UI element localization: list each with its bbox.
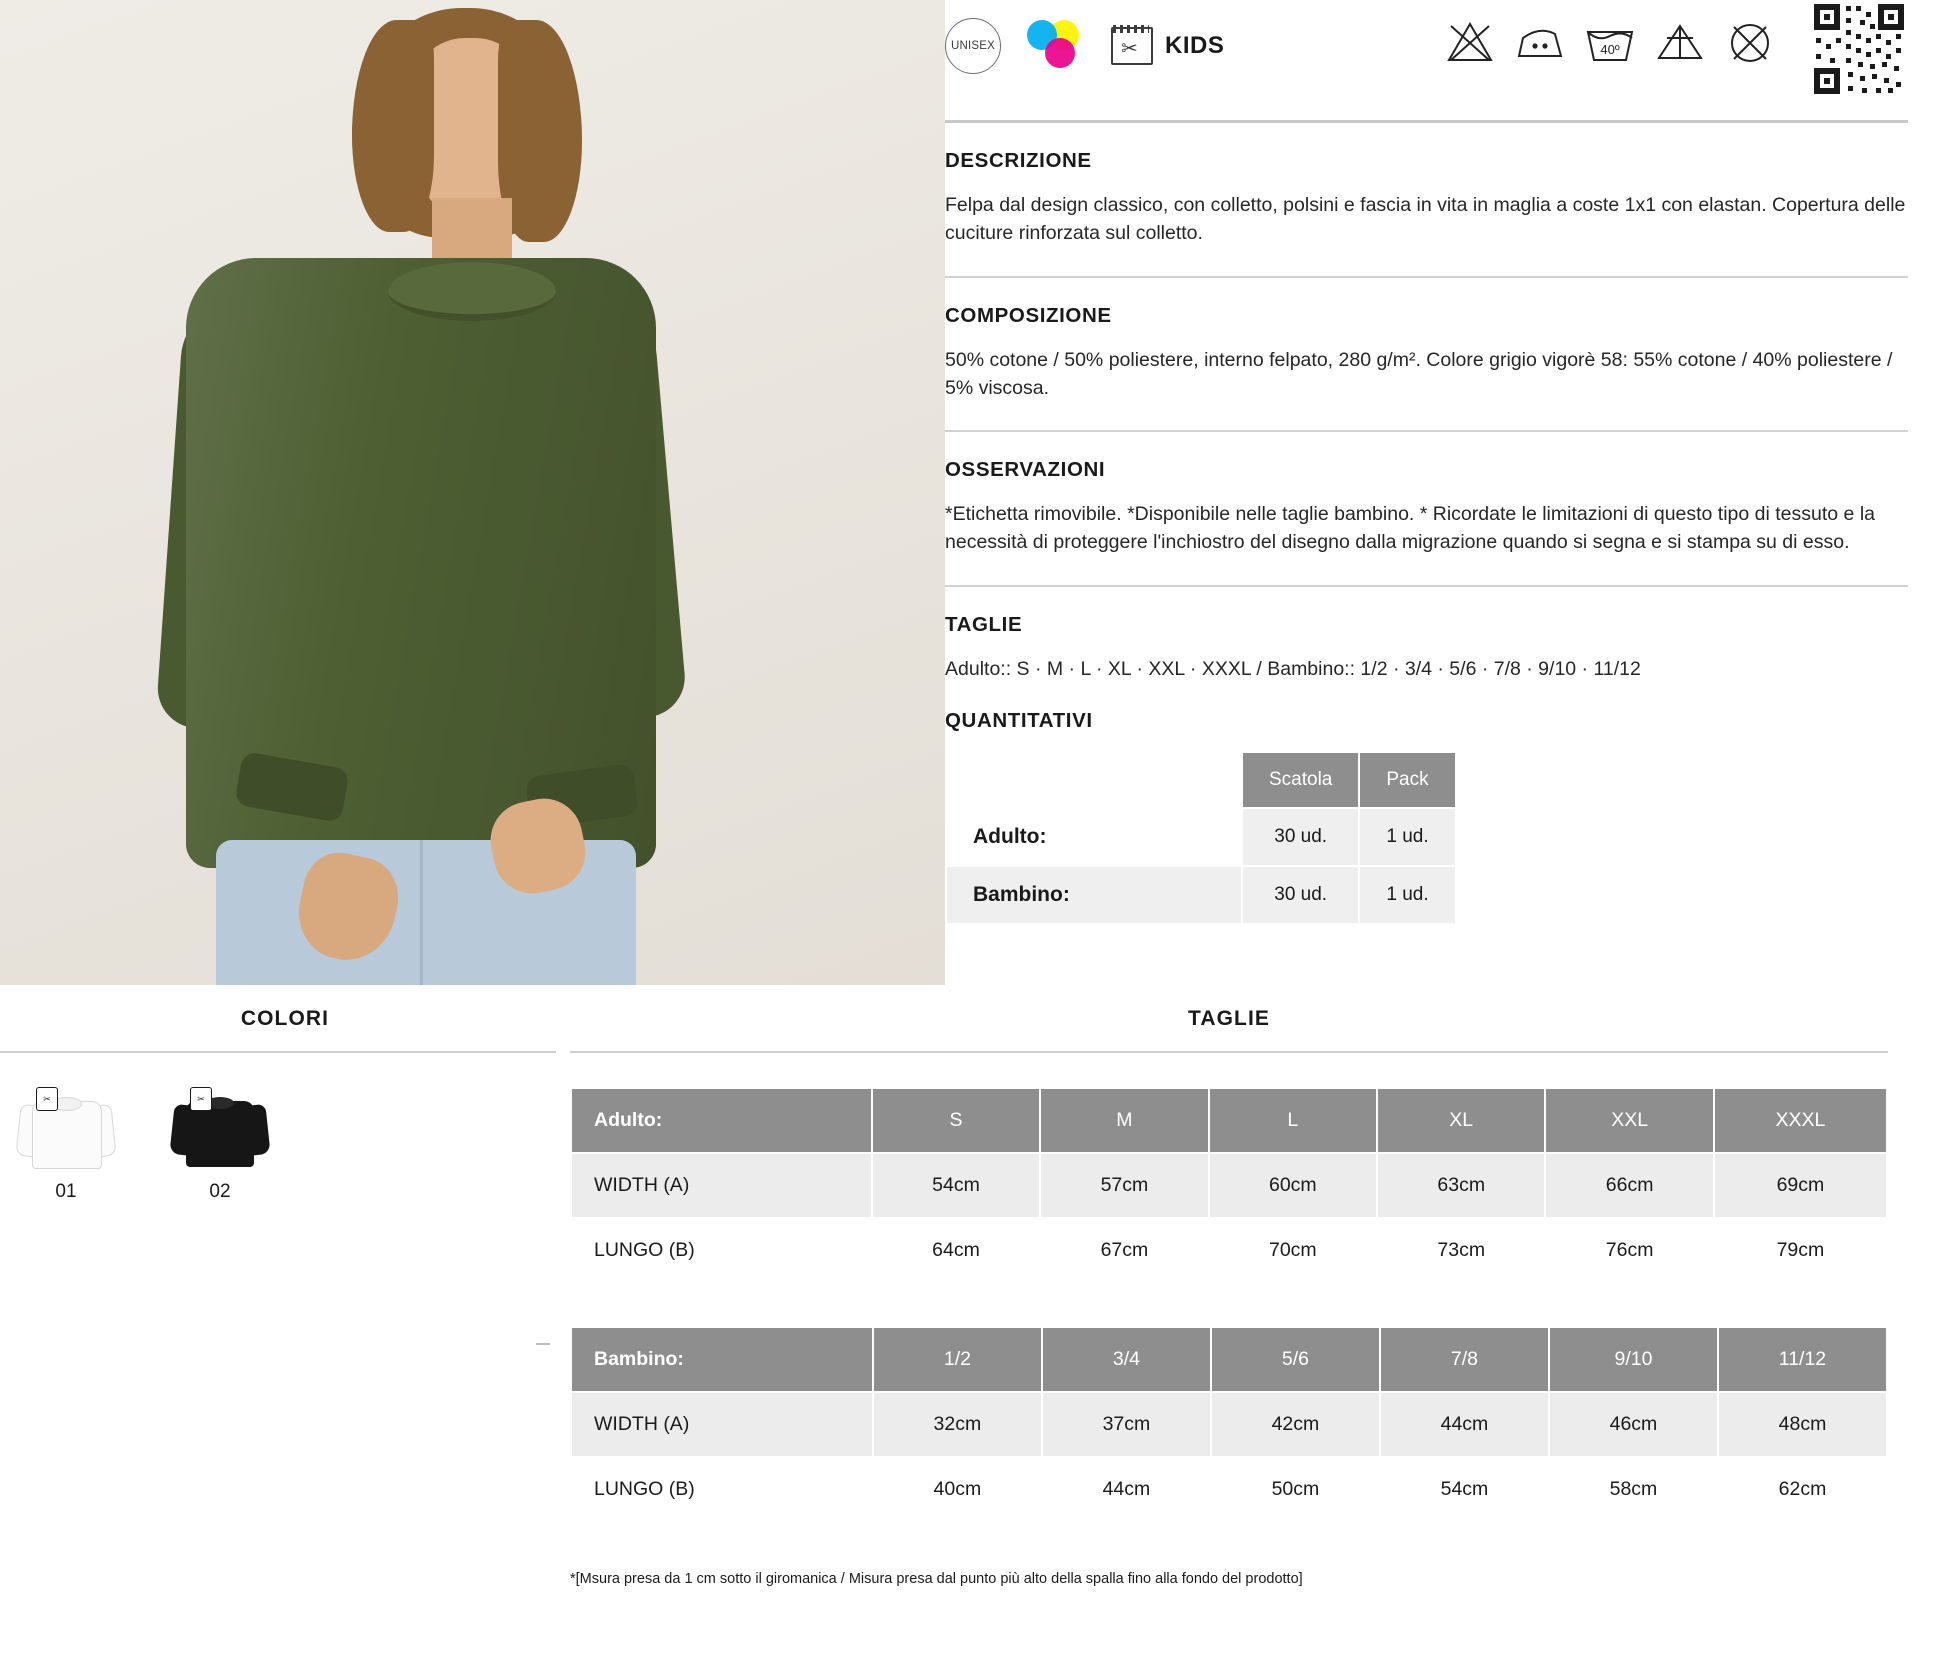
table-header-row: [571, 1088, 1887, 1153]
adult-width-xl: 63cm: [1377, 1153, 1545, 1218]
quantities-corner-cell: [946, 752, 1242, 808]
model-hair-left: [352, 20, 434, 232]
description-block: [945, 145, 1908, 248]
adult-length-xl: 73cm: [1377, 1218, 1545, 1283]
wash-40-degrees-icon: [1583, 16, 1637, 70]
kids-width-5-6: 42cm: [1211, 1392, 1380, 1457]
kids-col-1-2: 1/2: [873, 1327, 1042, 1392]
description-title: DESCRIZIONE: [945, 149, 1092, 172]
unisex-label: UNISEX: [950, 40, 996, 52]
table-row: [571, 1457, 1887, 1522]
color-swatch-list: [0, 1087, 570, 1203]
quantities-adult-box: 30 ud.: [1242, 808, 1359, 866]
kids-length-5-6: 50cm: [1211, 1457, 1380, 1522]
table-header-row: [946, 752, 1456, 808]
product-photo-image: [0, 0, 945, 985]
adult-length-l: 70cm: [1209, 1218, 1377, 1283]
table-row: [946, 866, 1456, 924]
garment-body: [32, 1101, 102, 1169]
adult-size-table: [570, 1087, 1888, 1284]
quantities-title: QUANTITATIVI: [945, 708, 1093, 732]
adult-width-m: 57cm: [1040, 1153, 1208, 1218]
divider: [945, 585, 1908, 587]
iron-low-temperature-icon: [1513, 16, 1567, 70]
divider: [945, 120, 1908, 123]
quantities-block: [945, 683, 1908, 925]
removable-label-scissors-icon: [1109, 23, 1153, 69]
remarks-title: OSSERVAZIONI: [945, 458, 1106, 482]
sizes-section: [570, 985, 1946, 1587]
sizes-summary-text: Adulto:: S · M · L · XL · XXL · XXXL / Bambino:: 1/2 · 3/4 · 5/6 · 7/8 · 9/10 · 11/12: [945, 657, 1641, 680]
kids-row-label-length: LUNGO (B): [571, 1457, 873, 1522]
garment-thumbnail-black: [172, 1087, 268, 1169]
table-row: [571, 1153, 1887, 1218]
table-header-row: [571, 1327, 1887, 1392]
kids-width-3-4: 37cm: [1042, 1392, 1211, 1457]
product-bottom-section: [0, 985, 1946, 1587]
adult-col-xxxl: XXXL: [1714, 1088, 1887, 1153]
kids-col-9-10: 9/10: [1549, 1327, 1718, 1392]
composition-block: [945, 300, 1908, 403]
composition-title: COMPOSIZIONE: [945, 303, 1112, 327]
do-not-dry-clean-icon: [1723, 16, 1777, 70]
product-info-column: [945, 0, 1946, 985]
sizes-title: TAGLIE: [1187, 1007, 1271, 1030]
attribute-icon-row: [945, 0, 1908, 92]
sizes-footnote: *[Msura presa da 1 cm sotto il giromanica / Misura presa dal punto più alto della spalla fino alla fondo del prodotto]: [570, 1571, 1303, 1587]
sizes-summary-block: [945, 609, 1908, 683]
kids-col-11-12: 11/12: [1718, 1327, 1887, 1392]
unisex-circle-icon: [945, 18, 1001, 74]
kids-size-table: [570, 1326, 1888, 1523]
adult-col-s: S: [872, 1088, 1040, 1153]
adult-length-xxl: 76cm: [1545, 1218, 1713, 1283]
kids-width-11-12: 48cm: [1718, 1392, 1887, 1457]
quantities-adult-pack: 1 ud.: [1359, 808, 1455, 866]
cmyk-print-icon: [1027, 20, 1083, 72]
model-jeans-seam: [420, 840, 423, 985]
product-photo: [0, 0, 945, 985]
table-row: [571, 1218, 1887, 1283]
adult-width-xxxl: 69cm: [1714, 1153, 1887, 1218]
divider: [945, 276, 1908, 278]
kids-length-7-8: 54cm: [1380, 1457, 1549, 1522]
kids-length-1-2: 40cm: [873, 1457, 1042, 1522]
svg-text:40º: 40º: [1600, 42, 1620, 57]
kids-width-1-2: 32cm: [873, 1392, 1042, 1457]
kids-length-3-4: 44cm: [1042, 1457, 1211, 1522]
adult-length-xxxl: 79cm: [1714, 1218, 1887, 1283]
removable-label-icon: ✂: [36, 1087, 58, 1111]
table-row: [946, 808, 1456, 866]
kids-header-label: Bambino:: [571, 1327, 873, 1392]
adult-width-s: 54cm: [872, 1153, 1040, 1218]
qr-code-icon[interactable]: [1810, 0, 1908, 98]
kids-badge: [1109, 23, 1224, 69]
quantities-row-label-kids: Bambino:: [946, 866, 1242, 924]
kids-row-label-width: WIDTH (A): [571, 1392, 873, 1457]
adult-length-m: 67cm: [1040, 1218, 1208, 1283]
removable-label-icon: ✂: [190, 1087, 212, 1111]
kids-col-5-6: 5/6: [1211, 1327, 1380, 1392]
adult-col-xxl: XXL: [1545, 1088, 1713, 1153]
sweatshirt-collar: [388, 262, 556, 321]
adult-length-s: 64cm: [872, 1218, 1040, 1283]
adult-row-label-width: WIDTH (A): [571, 1153, 872, 1218]
table-row: [571, 1392, 1887, 1457]
color-swatch-02[interactable]: [172, 1087, 268, 1203]
do-not-tumble-dry-icon: [1653, 16, 1707, 70]
measurement-tick-mark: [536, 1343, 550, 1345]
kids-col-7-8: 7/8: [1380, 1327, 1549, 1392]
adult-col-m: M: [1040, 1088, 1208, 1153]
do-not-bleach-icon: [1443, 16, 1497, 70]
adult-col-xl: XL: [1377, 1088, 1545, 1153]
divider: [945, 430, 1908, 432]
adult-width-l: 60cm: [1209, 1153, 1377, 1218]
quantities-kids-pack: 1 ud.: [1359, 866, 1455, 924]
care-instruction-icons: [1443, 16, 1777, 70]
kids-length-11-12: 62cm: [1718, 1457, 1887, 1522]
adult-header-label: Adulto:: [571, 1088, 872, 1153]
adult-row-label-length: LUNGO (B): [571, 1218, 872, 1283]
kids-width-7-8: 44cm: [1380, 1392, 1549, 1457]
kids-col-3-4: 3/4: [1042, 1327, 1211, 1392]
cmyk-magenta-dot: [1045, 38, 1075, 68]
quantities-kids-box: 30 ud.: [1242, 866, 1359, 924]
kids-label: KIDS: [1165, 32, 1225, 59]
divider: [570, 1051, 1888, 1053]
scissors-glyph: ✂: [1121, 38, 1138, 60]
kids-width-9-10: 46cm: [1549, 1392, 1718, 1457]
color-code: 02: [209, 1181, 231, 1202]
colors-section: [0, 985, 570, 1587]
adult-col-l: L: [1209, 1088, 1377, 1153]
colors-title: COLORI: [240, 1007, 330, 1030]
description-text: Felpa dal design classico, con colletto, polsini e fascia in vita in maglia a coste 1x1 con elastan. Copertura delle cuciture rinforzata sul colletto.: [945, 194, 1906, 245]
remarks-text: *Etichetta rimovibile. *Disponibile nelle taglie bambino. * Ricordate le limitazioni di questo tipo di tessuto e la necessità di proteggere l'inchiostro del disegno dalla migrazione quando si segna e si stampa su di esso.: [945, 503, 1875, 554]
quantities-col-scatola: Scatola: [1242, 752, 1359, 808]
color-code: 01: [55, 1181, 77, 1202]
composition-text: 50% cotone / 50% poliestere, interno felpato, 280 g/m². Colore grigio vigorè 58: 55% cotone / 40% poliestere / 5% viscosa.: [945, 348, 1893, 399]
garment-thumbnail-white: [18, 1087, 114, 1169]
label-perforation: [1113, 25, 1149, 33]
kids-length-9-10: 58cm: [1549, 1457, 1718, 1522]
adult-width-xxl: 66cm: [1545, 1153, 1713, 1218]
sizes-summary-title: TAGLIE: [945, 612, 1023, 636]
quantities-table: [945, 751, 1457, 925]
quantities-col-pack: Pack: [1359, 752, 1455, 808]
divider: [0, 1051, 556, 1053]
color-swatch-01[interactable]: [18, 1087, 114, 1203]
quantities-row-label-adult: Adulto:: [946, 808, 1242, 866]
remarks-block: [945, 454, 1908, 557]
attribute-icons: [945, 18, 1224, 74]
